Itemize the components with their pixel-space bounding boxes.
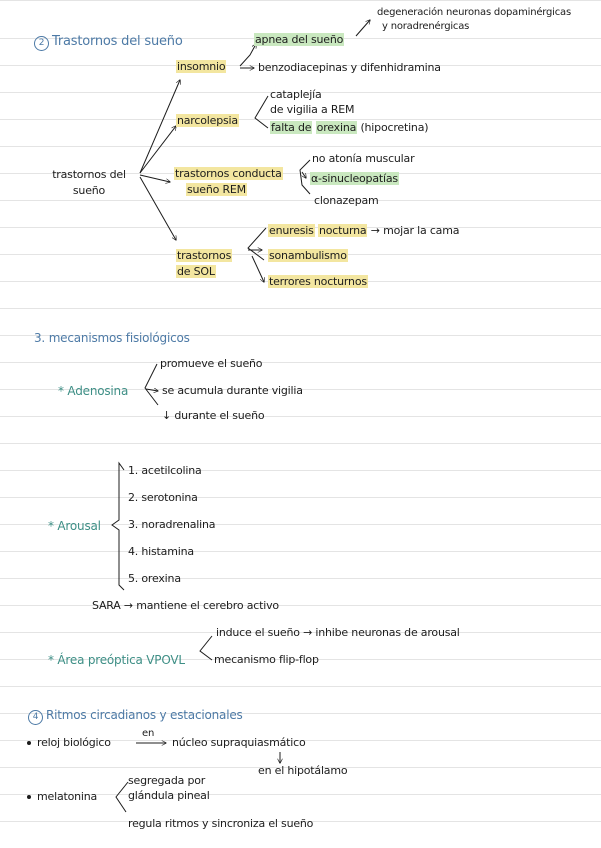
section-2-title-text: Trastornos del sueño — [52, 34, 183, 49]
mojar-label: → mojar la cama — [370, 224, 460, 237]
section-2-title — [34, 35, 183, 51]
hipotalamo-note: en el hipotálamo — [258, 764, 348, 777]
adenosina-item-2: se acumula durante vigilia — [162, 384, 303, 397]
nocturna-label: nocturna — [318, 224, 367, 237]
falta-note — [270, 122, 428, 133]
sol-label-2: de SOL — [177, 265, 215, 278]
apnea-label: apnea del sueño — [255, 33, 344, 46]
reloj-label: reloj biológico — [37, 736, 111, 749]
root-node: trastornos del sueño — [52, 168, 126, 197]
section-3-title — [34, 332, 190, 344]
sonambulismo-label: sonambulismo — [269, 249, 347, 262]
narcolepsia-node — [176, 115, 239, 126]
cataplejia-note: cataplejía — [270, 88, 322, 101]
hipocretina-label: (hipocretina) — [360, 121, 429, 134]
section-4-number: 4 — [28, 710, 43, 725]
arousal-label: * Arousal — [48, 519, 101, 533]
arousal-item-1: 1. acetilcolina — [128, 464, 202, 477]
flip-note: mecanismo flip-flop — [214, 653, 319, 666]
sinucleo-label: α-sinucleopatías — [311, 172, 398, 185]
sonambulismo-note — [268, 250, 348, 261]
adenosina-item-1: promueve el sueño — [160, 357, 263, 370]
rem-label-1: trastornos conducta — [175, 167, 282, 180]
sinucleo-note — [310, 173, 399, 184]
reloj-en: en — [142, 728, 155, 739]
section-3-number: 3. — [34, 331, 46, 345]
section-4-title-text: Ritmos circadianos y estacionales — [46, 708, 243, 722]
bullet-reloj — [27, 741, 31, 745]
degeneracion-note-1: degeneración neuronas dopaminérgicas — [377, 7, 571, 18]
adenosina-item-3: ↓ durante el sueño — [162, 409, 265, 422]
arousal-item-2: 2. serotonina — [128, 491, 198, 504]
enuresis-label: enuresis — [269, 224, 314, 237]
arousal-item-5: 5. orexina — [128, 572, 181, 585]
terrores-note — [268, 276, 368, 287]
sol-node-line-1 — [176, 250, 232, 261]
nucleo-note: núcleo supraquiasmático — [172, 736, 306, 749]
rem-node-line-2 — [186, 184, 247, 195]
benzo-note: benzodiacepinas y difenhidramina — [258, 61, 441, 74]
terrores-label: terrores nocturnos — [269, 275, 367, 288]
section-4-title — [28, 709, 243, 725]
induce-note: induce el sueño → inhibe neuronas de arousal — [216, 626, 460, 639]
orexina-label: orexina — [316, 121, 357, 134]
arousal-item-4: 4. histamina — [128, 545, 194, 558]
adenosina-label: * Adenosina — [58, 384, 129, 398]
arousal-item-3: 3. noradrenalina — [128, 518, 216, 531]
area-label: * Área preóptica VPOVL — [48, 653, 185, 667]
insomnio-node — [176, 61, 226, 72]
sol-node-line-2 — [176, 266, 216, 277]
bullet-melatonina — [27, 795, 31, 799]
rem-node-line-1 — [174, 168, 283, 179]
secretada-note-2: glándula pineal — [128, 789, 210, 802]
sara-note: SARA → mantiene el cerebro activo — [92, 599, 279, 612]
falta-label: falta de — [271, 121, 312, 134]
atonia-note: no atonía muscular — [312, 152, 415, 165]
insomnio-label: insomnio — [177, 60, 226, 73]
apnea-note — [254, 34, 344, 45]
vigilia-note: de vigilia a REM — [270, 103, 355, 116]
clona-note: clonazepam — [314, 194, 379, 207]
secretada-note-1: segregada por — [128, 774, 206, 787]
section-2-number: 2 — [34, 36, 49, 51]
rem-label-2: sueño REM — [187, 183, 246, 196]
sol-label-1: trastornos — [177, 249, 232, 262]
degeneracion-note-2: y noradrenérgicas — [382, 21, 470, 32]
enuresis-note — [268, 225, 459, 236]
regula-note: regula ritmos y sincroniza el sueño — [128, 817, 314, 830]
section-3-title-text: mecanismos fisiológicos — [48, 331, 190, 345]
melatonina-label: melatonina — [37, 790, 98, 803]
narcolepsia-label: narcolepsia — [177, 114, 238, 127]
